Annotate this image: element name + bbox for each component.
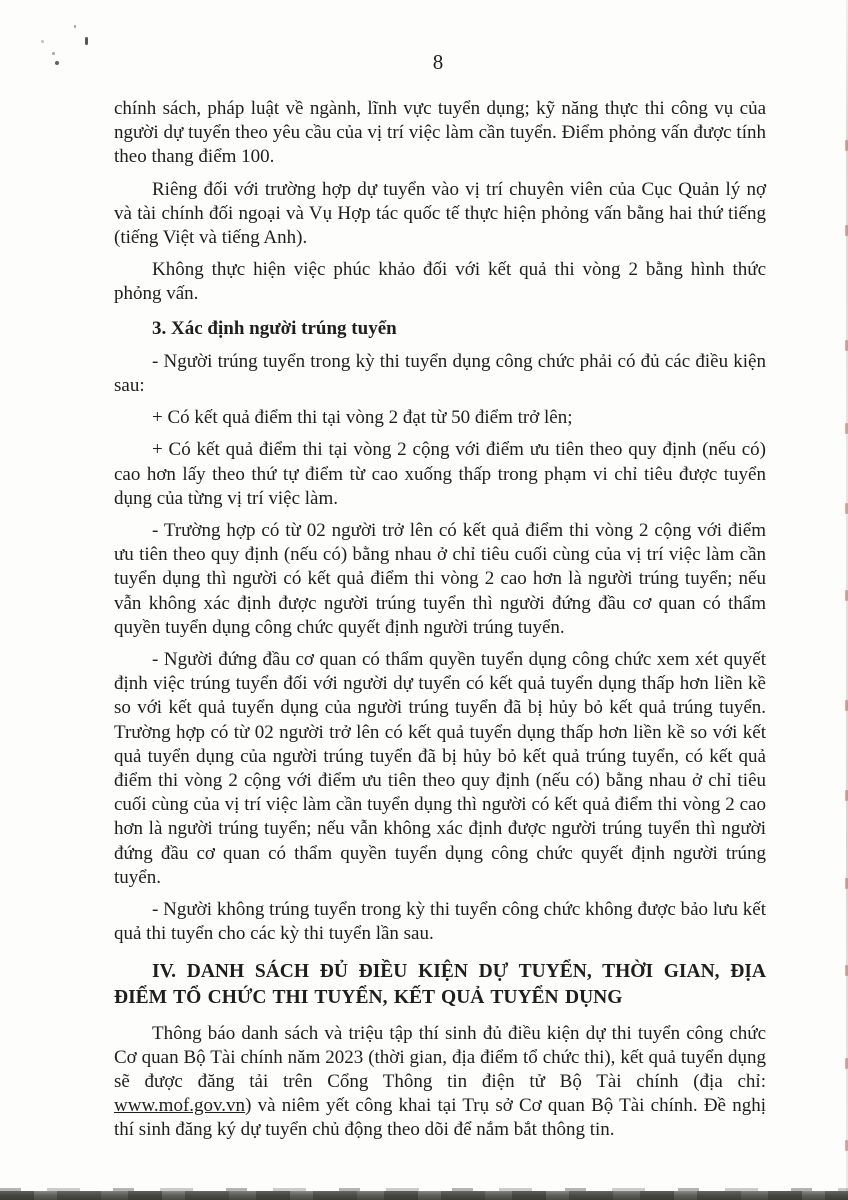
announcement-text-before-url: Thông báo danh sách và triệu tập thí sinh đủ điều kiện dự thi tuyển công chức Cơ quan Bộ Tài chính năm 2023 (thời gian, địa điểm tổ chức thi), kết quả tuyển dụng sẽ được đăng tải trên Cổng Thông tin điện tử Bộ Tài chính (địa chỉ: <box>114 1022 766 1092</box>
paragraph-announcement <box>114 1022 766 1143</box>
mof-website-url: www.mof.gov.vn <box>114 1095 246 1117</box>
paragraph-winner-conditions: - Người trúng tuyển trong kỳ thi tuyển dụng công chức phải có đủ các điều kiện sau: <box>114 350 766 397</box>
announcement-text-after-url: ) và niêm yết công khai tại Trụ sở Cơ quan Bộ Tài chính. Đề nghị thí sinh đăng ký dự tuyển chủ động theo dõi để nắm bắt thông tin. <box>114 1095 766 1141</box>
paragraph-tie-breaking: - Trường hợp có từ 02 người trở lên có kết quả điểm thi vòng 2 cộng với điểm ưu tiên theo quy định (nếu có) bằng nhau ở chỉ tiêu cuối cùng của vị trí việc làm cần tuyển dụng thì người có kết quả điểm thi vòng 2 cao hơn là người trúng tuyển; nếu vẫn không xác định được người trúng tuyển thì người đứng đầu cơ quan có thẩm quyền tuyển dụng công chức quyết định người trúng tuyển. <box>114 520 766 638</box>
section-4-heading: IV. DANH SÁCH ĐỦ ĐIỀU KIỆN DỰ TUYỂN, THỜI GIAN, ĐỊA ĐIỂM TỔ CHỨC THI TUYỂN, KẾT QUẢ TUYỂN DỤNG <box>114 960 766 1008</box>
scan-speck <box>74 25 76 28</box>
paragraph-condition-score: + Có kết quả điểm thi tại vòng 2 đạt từ 50 điểm trở lên; <box>152 407 573 429</box>
paragraph-no-review: Không thực hiện việc phúc khảo đối với kết quả thi vòng 2 bằng hình thức phỏng vấn. <box>114 259 766 305</box>
scan-speck <box>55 61 59 65</box>
document-body <box>114 97 766 1151</box>
page-number: 8 <box>432 50 444 74</box>
paragraph-replacement-winner: - Người đứng đầu cơ quan có thẩm quyền tuyển dụng công chức xem xét quyết định việc trúng tuyển đối với người dự tuyển có kết quả tuyển dụng thấp hơn liền kề so với kết quả tuyển dụng của người trúng tuyển đã bị hủy bỏ kết quả trúng tuyển. Trường hợp có từ 02 người trở lên có kết quả tuyển dụng thấp hơn liền kề so với kết quả tuyển dụng của người trúng tuyển đã bị hủy bỏ kết quả trúng tuyển, có kết quả điểm thi vòng 2 cộng với điểm ưu tiên theo quy định (nếu có) bằng nhau ở chỉ tiêu cuối cùng của vị trí việc làm cần tuyển dụng thì người có kết quả điểm thi vòng 2 cao hơn là người trúng tuyển; nếu vẫn không xác định được người trúng tuyển thì người đứng đầu cơ quan có thẩm quyền tuyển dụng công chức quyết định người trúng tuyển. <box>114 649 766 888</box>
scan-speck <box>52 52 55 55</box>
paragraph-no-reservation: - Người không trúng tuyển trong kỳ thi tuyển công chức không được bảo lưu kết quả thi tuyển cho các kỳ thi tuyển lần sau. <box>114 899 766 945</box>
paragraph-condition-priority: + Có kết quả điểm thi tại vòng 2 cộng với điểm ưu tiên theo quy định (nếu có) cao hơn lấy theo thứ tự điểm từ cao xuống thấp trong phạm vi chỉ tiêu được tuyển dụng của từng vị trí việc làm. <box>114 439 766 509</box>
scan-bottom-edge <box>0 1191 848 1200</box>
paragraph-interview-languages: Riêng đối với trường hợp dự tuyển vào vị trí chuyên viên của Cục Quản lý nợ và tài chính đối ngoại và Vụ Hợp tác quốc tế thực hiện phỏng vấn bằng hai thứ tiếng (tiếng Việt và tiếng Anh). <box>114 178 766 249</box>
paragraph-continuation: chính sách, pháp luật về ngành, lĩnh vực tuyển dụng; kỹ năng thực thi công vụ của người dự tuyển theo yêu cầu của vị trí việc làm cần tuyển. Điểm phỏng vấn được tính theo thang điểm 100. <box>114 98 766 168</box>
scan-speck <box>41 40 44 43</box>
section-3-heading: 3. Xác định người trúng tuyển <box>152 317 397 339</box>
scan-speck <box>85 37 88 45</box>
